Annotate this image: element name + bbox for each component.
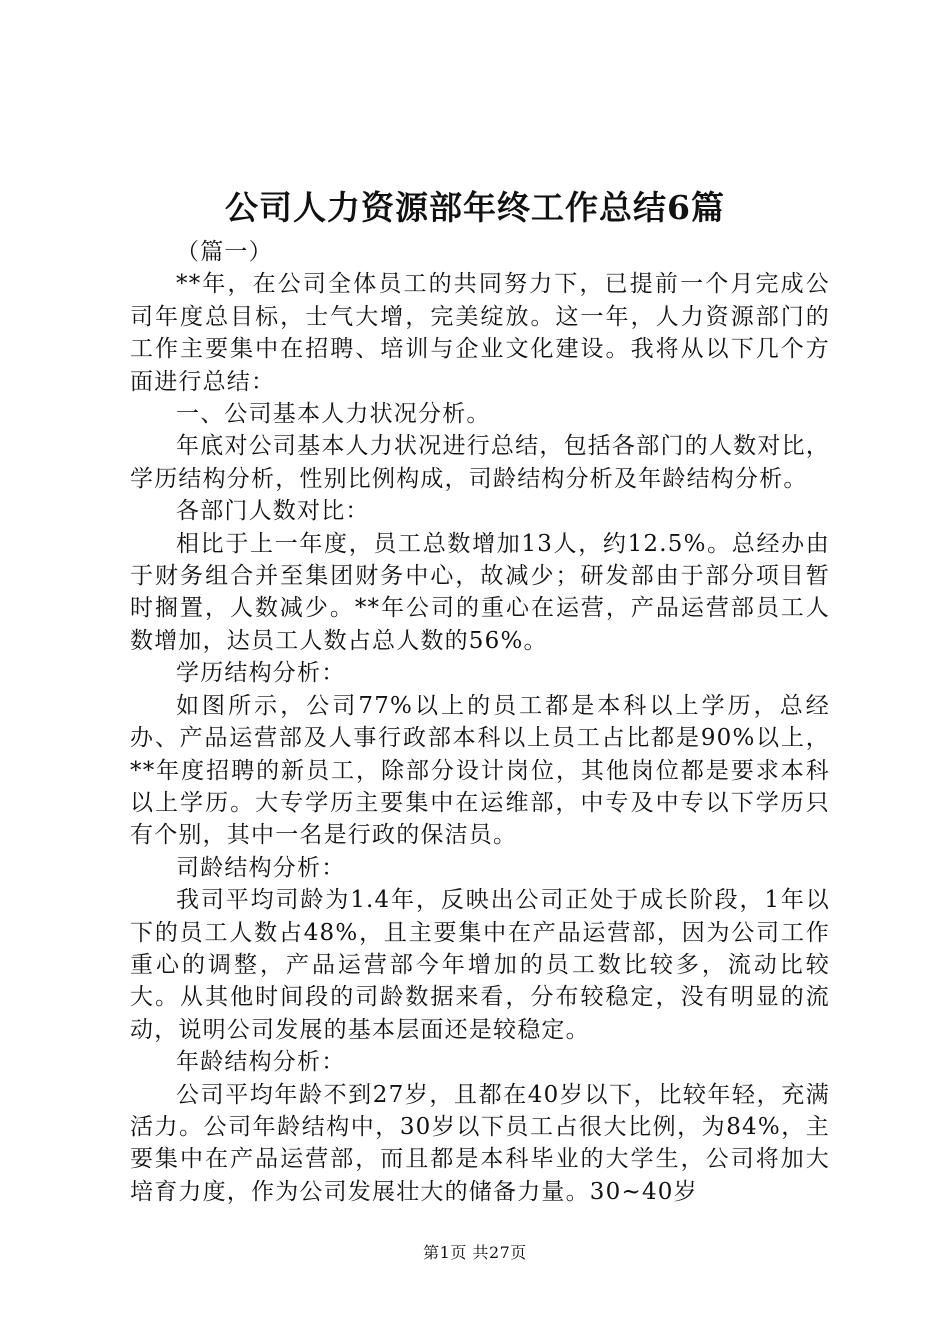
- subheading-department: 各部门人数对比：: [176, 498, 370, 525]
- document-body: [130, 236, 830, 1208]
- paragraph-education: 如图所示，公司77%以上的员工都是本科以上学历，总经办、产品运营部及人事行政部本科以上员工占比都是90%以上，**年度招聘的新员工，除部分设计岗位，其他岗位都是要求本科以上学历。大专学历主要集中在运维部，中专及中专以下学历只有个别，其中一名是行政的保洁员。: [130, 692, 830, 849]
- subheading-tenure: 司龄结构分析：: [176, 854, 346, 881]
- section-label: （篇一）: [176, 239, 273, 265]
- paragraph-overview: 年底对公司基本人力状况进行总结，包括各部门的人数对比，学历结构分析，性别比例构成，司龄结构分析及年龄结构分析。: [130, 433, 830, 492]
- subheading-education: 学历结构分析：: [176, 660, 346, 687]
- paragraph-tenure: 我司平均司龄为1.4年，反映出公司正处于成长阶段，1年以下的员工人数占48%，且主要集中在产品运营部，因为公司工作重心的调整，产品运营部今年增加的员工数比较多，流动比较大。从其他时间段的司龄数据来看，分布较稳定，没有明显的流动，说明公司发展的基本层面还是较稳定。: [130, 887, 830, 1043]
- subheading-age: 年龄结构分析：: [176, 1049, 346, 1076]
- paragraph-intro: **年，在公司全体员工的共同努力下，已提前一个月完成公司年度总目标，士气大增，完美绽放。这一年，人力资源部门的工作主要集中在招聘、培训与企业文化建设。我将从以下几个方面进行总结：: [130, 271, 830, 395]
- paragraph-department: 相比于上一年度，员工总数增加13人，约12.5%。总经办由于财务组合并至集团财务中心，故减少；研发部由于部分项目暂时搁置，人数减少。**年公司的重心在运营，产品运营部员工人数增加，达员工人数占总人数的56%。: [130, 530, 830, 654]
- page-footer: 第1页 共27页: [423, 1243, 527, 1262]
- paragraph-age: 公司平均年龄不到27岁，且都在40岁以下，比较年轻，充满活力。公司年龄结构中，30岁以下员工占很大比例，为84%，主要集中在产品运营部，而且都是本科毕业的大学生，公司将加大培育力度，作为公司发展壮大的储备力量。30~40岁: [130, 1081, 830, 1205]
- document-title: 公司人力资源部年终工作总结6篇: [225, 188, 725, 227]
- heading-section-1: 一、公司基本人力状况分析。: [176, 401, 491, 428]
